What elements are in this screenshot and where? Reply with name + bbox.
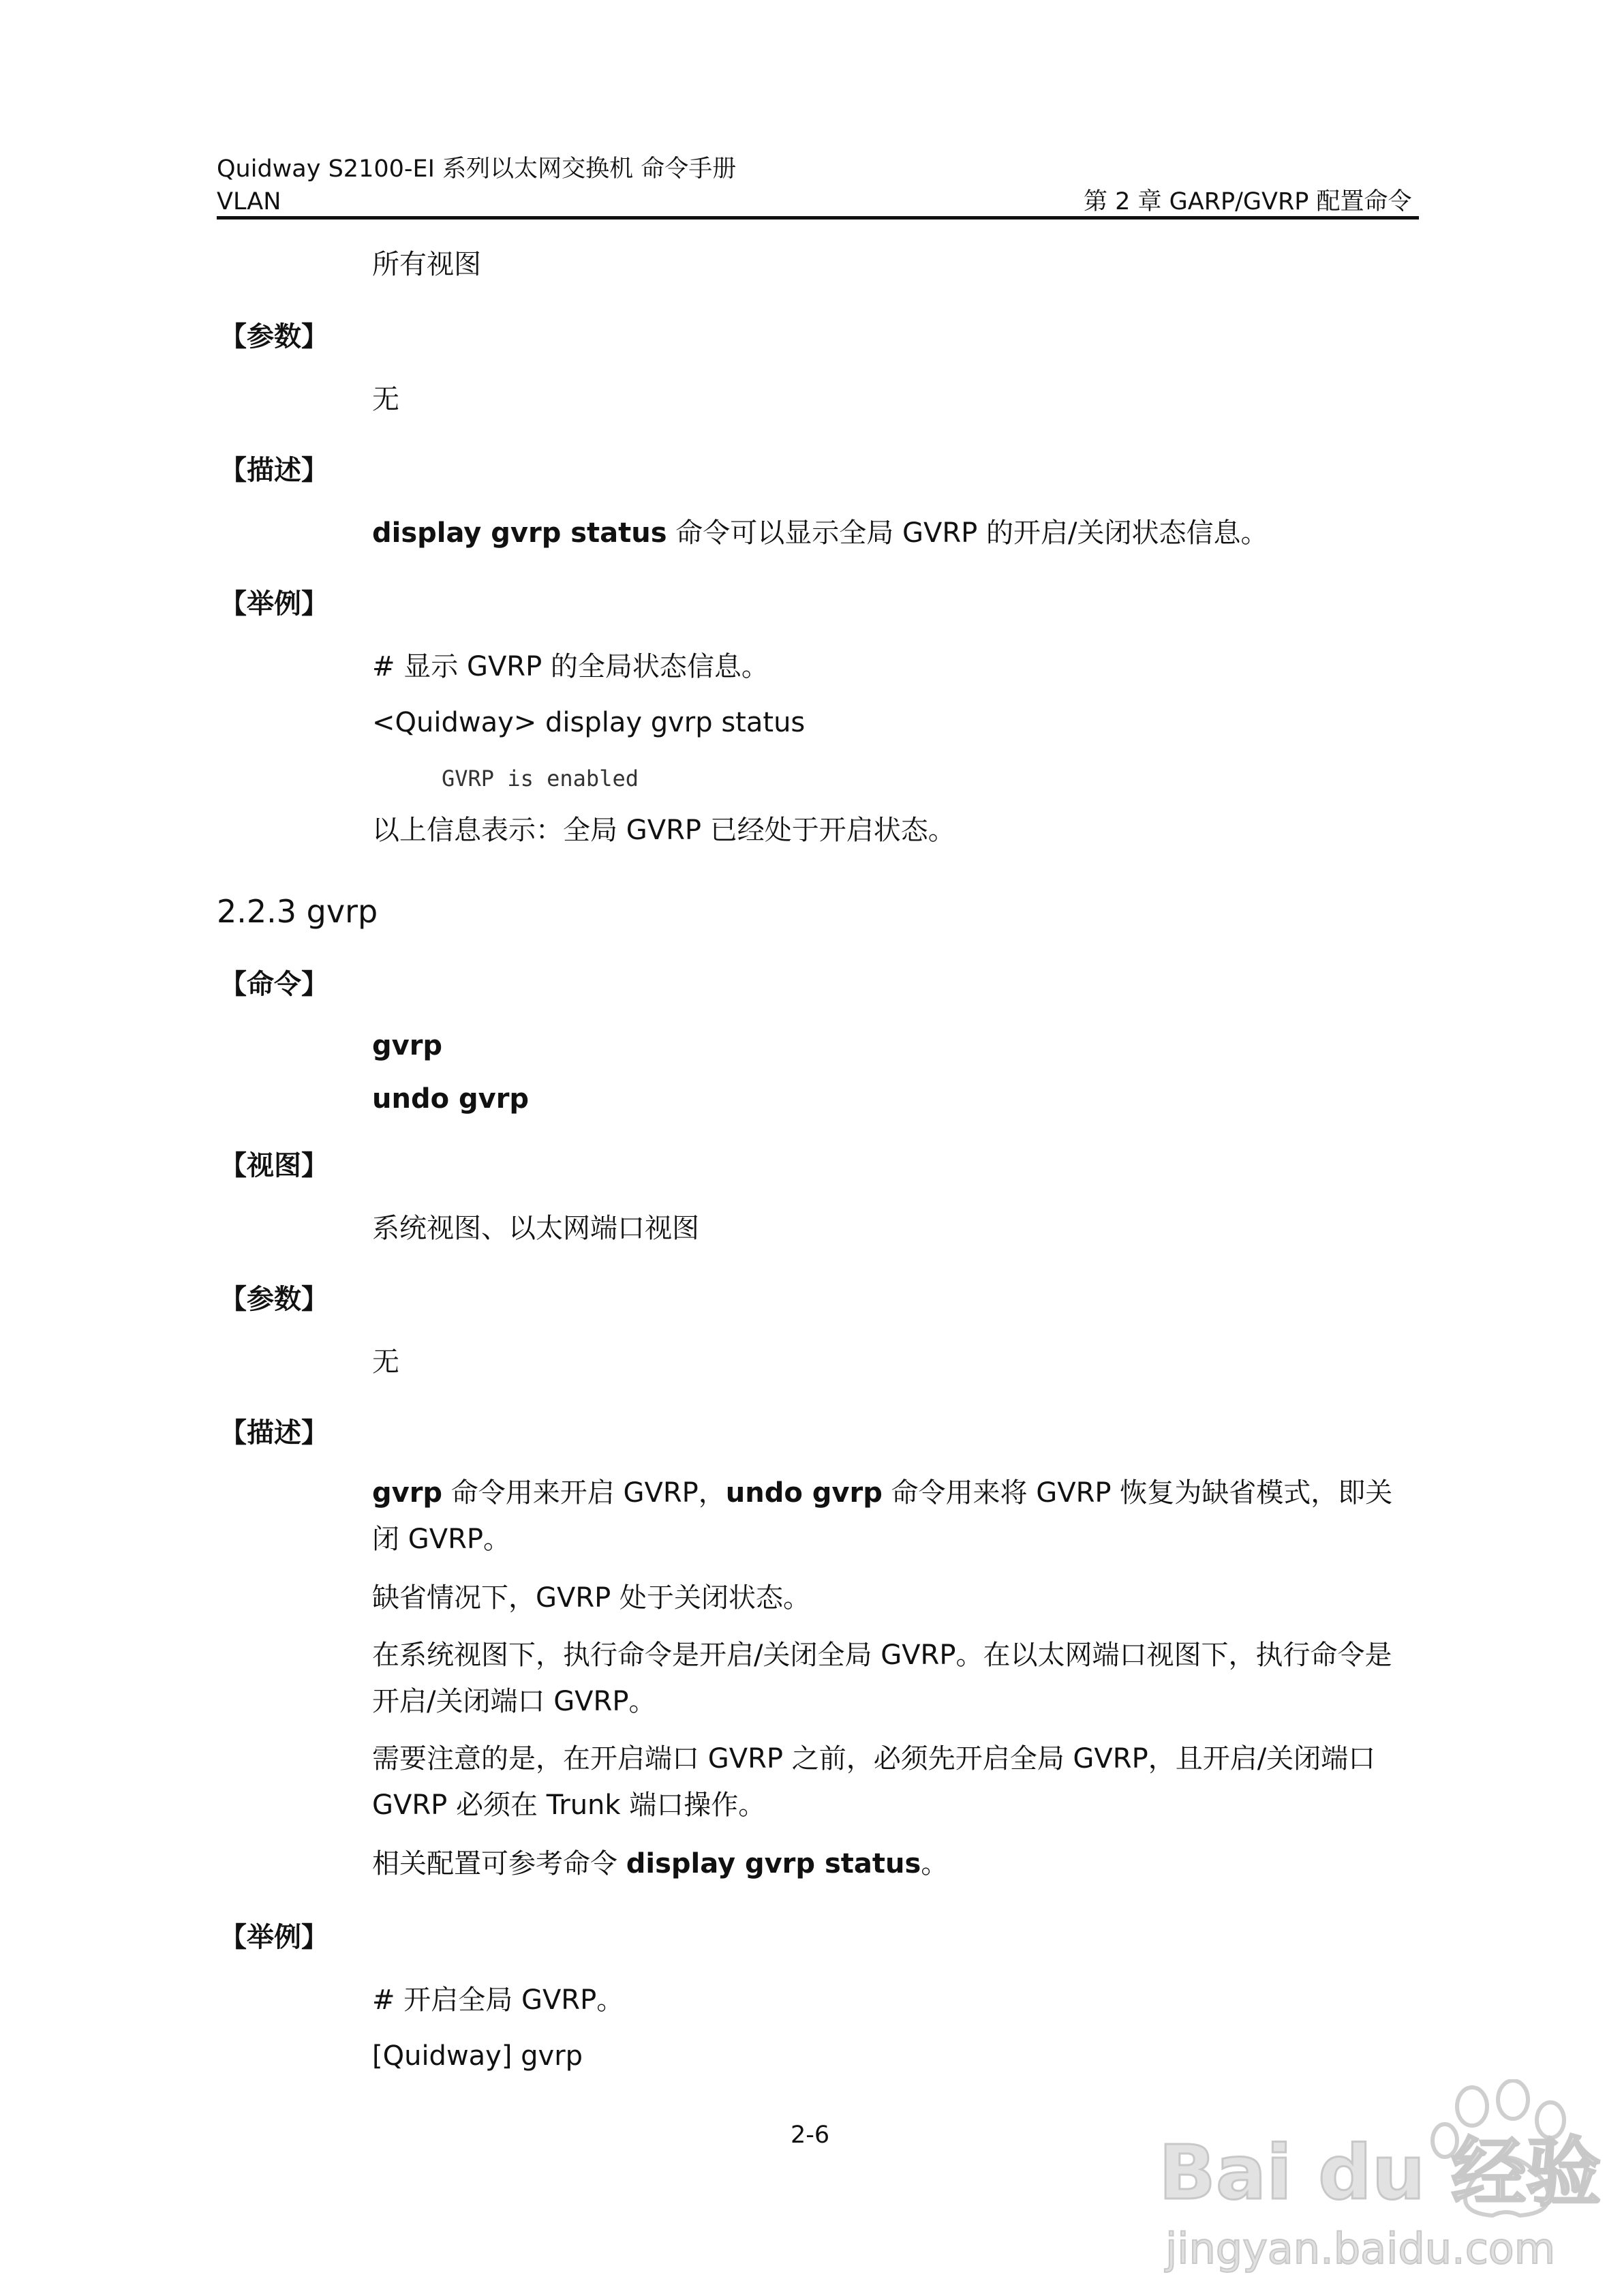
header-rule bbox=[217, 216, 1419, 220]
desc-command: display gvrp status bbox=[372, 517, 667, 549]
desc-text-2: 命令用来将 GVRP 恢复为缺省模式，即关闭 GVRP。 bbox=[372, 1477, 1393, 1555]
desc-paragraph-1 bbox=[372, 1470, 1419, 1562]
desc-paragraph-3: 在系统视图下，执行命令是开启/关闭全局 GVRP。在以太网端口视图下，执行命令是开启/关闭端口 GVRP。 bbox=[372, 1640, 1392, 1717]
desc-paragraph-5 bbox=[372, 1841, 1419, 1887]
example-output: GVRP is enabled bbox=[442, 766, 639, 791]
watermark-url: jingyan.baidu.com bbox=[1165, 2224, 1556, 2274]
page-number: 2-6 bbox=[791, 2121, 830, 2149]
command-undo-gvrp: undo gvrp bbox=[372, 1083, 530, 1115]
example-heading: 【举例】 bbox=[219, 588, 328, 620]
desc-paragraph-2: 缺省情况下，GVRP 处于关闭状态。 bbox=[372, 1582, 810, 1614]
desc-text: 命令可以显示全局 GVRP 的开启/关闭状态信息。 bbox=[667, 517, 1268, 549]
view-heading: 【视图】 bbox=[219, 1150, 328, 1181]
example-comment: # 显示 GVRP 的全局状态信息。 bbox=[372, 651, 769, 682]
header-chapter: 第 2 章 GARP/GVRP 配置命令 bbox=[1084, 188, 1412, 215]
example-note: 以上信息表示：全局 GVRP 已经处于开启状态。 bbox=[372, 815, 955, 846]
section-view-value: 系统视图、以太网端口视图 bbox=[372, 1213, 699, 1244]
view-value: 所有视图 bbox=[372, 249, 481, 280]
desc-paragraph-4: 需要注意的是，在开启端口 GVRP 之前，必须先开启全局 GVRP，且开启/关闭端口 GVRP 必须在 Trunk 端口操作。 bbox=[372, 1743, 1376, 1821]
desc-heading: 【描述】 bbox=[219, 455, 328, 486]
section-title: 2.2.3 gvrp bbox=[217, 893, 378, 930]
baidu-watermark bbox=[1152, 2079, 1602, 2277]
desc-line bbox=[372, 517, 1268, 549]
header-subtitle: VLAN bbox=[217, 188, 281, 215]
desc-cmd-gvrp: gvrp bbox=[372, 1477, 443, 1509]
section-example-heading: 【举例】 bbox=[219, 1922, 328, 1953]
header-title: Quidway S2100-EI 系列以太网交换机 命令手册 bbox=[217, 155, 737, 183]
section-param-value: 无 bbox=[372, 1346, 399, 1378]
section-example-comment: # 开启全局 GVRP。 bbox=[372, 1984, 624, 2016]
command-gvrp: gvrp bbox=[372, 1030, 443, 1061]
desc-text-1: 命令用来开启 GVRP， bbox=[442, 1477, 726, 1509]
cmd-heading: 【命令】 bbox=[219, 969, 328, 1000]
section-param-heading: 【参数】 bbox=[219, 1284, 328, 1315]
watermark-brand: Bai du 经验 bbox=[1159, 2129, 1602, 2216]
param-heading: 【参数】 bbox=[219, 321, 328, 352]
desc-cmd-undo-gvrp: undo gvrp bbox=[725, 1477, 883, 1509]
param-value: 无 bbox=[372, 384, 399, 415]
desc-related-cmd: display gvrp status bbox=[626, 1848, 921, 1879]
section-example-command: [Quidway] gvrp bbox=[372, 2040, 583, 2072]
section-desc-heading: 【描述】 bbox=[219, 1417, 328, 1449]
desc-related-text: 相关配置可参考命令 bbox=[372, 1848, 626, 1879]
desc-related-end: 。 bbox=[921, 1848, 949, 1879]
example-command: <Quidway> display gvrp status bbox=[372, 707, 806, 738]
